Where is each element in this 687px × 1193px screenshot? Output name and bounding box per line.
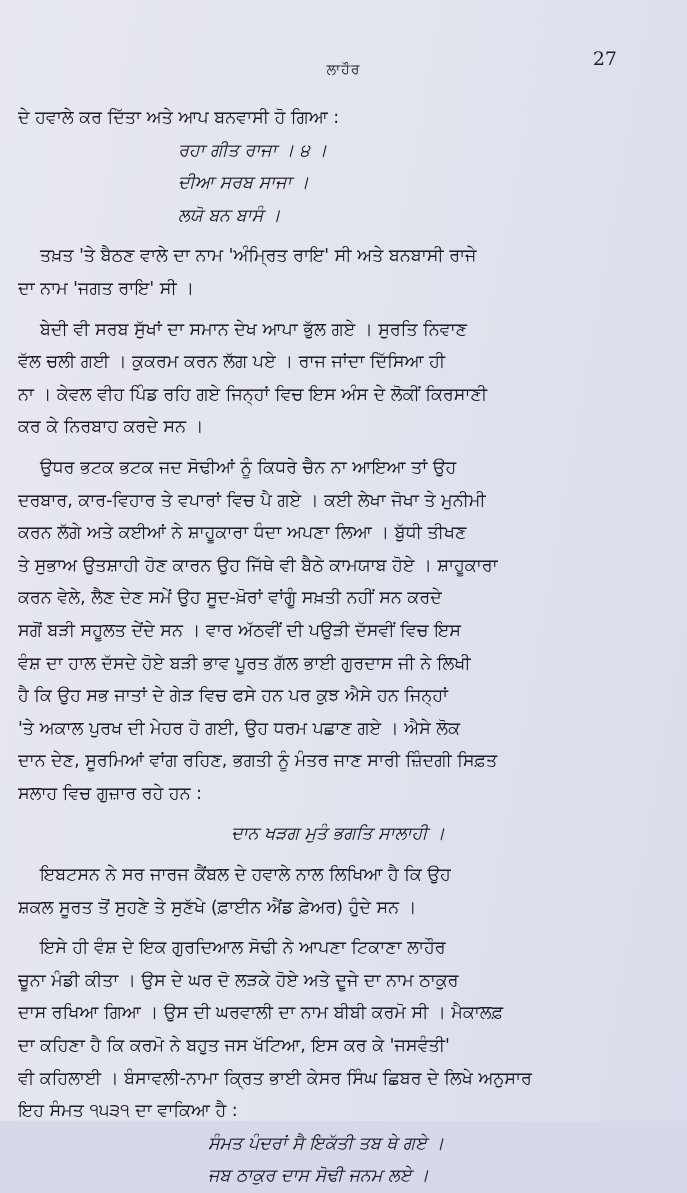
text-line: ਦਾਨ ਦੇਣ, ਸੂਰਮਿਆਂ ਵਾਂਗ ਰਹਿਣ, ਭਗਤੀ ਨੂੰ ਮੰਤਰ ਜਾਣ ਸਾਰੀ ਜ਼ਿੰਦਗੀ ਸਿਫ਼ਤ (18, 751, 498, 772)
running-title: ਲਾਹੌਰ (326, 62, 361, 78)
text-line: ਤਖ਼ਤ 'ਤੇ ਬੈਠਣ ਵਾਲੇ ਦਾ ਨਾਮ 'ਅੰਮ੍ਰਿਤ ਰਾਇ' ਸੀ ਅਤੇ ਬਨਬਾਸੀ ਰਾਜੇ (40, 246, 477, 267)
text-line: ਦਾਸ ਰਖਿਆ ਗਿਆ । ਉਸ ਦੀ ਘਰਵਾਲੀ ਦਾ ਨਾਮ ਬੀਬੀ ਕਰਮੋ ਸੀ । ਮੈਕਾਲਫ਼ (18, 1003, 504, 1024)
text-line: ਤੇ ਸੁਭਾਅ ਉਤਸ਼ਾਹੀ ਹੋਣ ਕਾਰਨ ਉਹ ਜਿੱਥੇ ਵੀ ਬੈਠੇ ਕਾਮਯਾਬ ਹੋਏ । ਸ਼ਾਹੂਕਾਰਾ (18, 555, 498, 576)
verse-line: ਲਯੋ ਬਨ ਬਾਸੰ । (178, 205, 281, 226)
text-line: ਕਰ ਕੇ ਨਿਰਬਾਹ ਕਰਦੇ ਸਨ । (18, 417, 204, 438)
text-line: ਬੇਦੀ ਵੀ ਸਰਬ ਸੁੱਖਾਂ ਦਾ ਸਮਾਨ ਦੇਖ ਆਪਾ ਭੁੱਲ ਗਏ । ਸੁਰਤਿ ਨਿਵਾਣ (40, 319, 468, 340)
text-line: ਨਾ । ਕੇਵਲ ਵੀਹ ਪਿੰਡ ਰਹਿ ਗਏ ਜਿਨ੍ਹਾਂ ਵਿਚ ਇਸ ਅੰਸ ਦੇ ਲੋਕੀਂ ਕਿਰਸਾਣੀ (18, 384, 488, 405)
text-line: ਵੰਸ਼ ਦਾ ਹਾਲ ਦੱਸਦੇ ਹੋਏ ਬੜੀ ਭਾਵ ਪੂਰਤ ਗੱਲ ਭਾਈ ਗੁਰਦਾਸ ਜੀ ਨੇ ਲਿਖੀ (18, 653, 471, 674)
text-line: ਇਬਟਸਨ ਨੇ ਸਰ ਜਾਰਜ ਕੈਂਬਲ ਦੇ ਹਵਾਲੇ ਨਾਲ ਲਿਖਿਆ ਹੈ ਕਿ ਉਹ (40, 865, 451, 886)
text-line: 'ਤੇ ਅਕਾਲ ਪੁਰਖ ਦੀ ਮੇਹਰ ਹੋ ਗਈ, ਉਹ ਧਰਮ ਪਛਾਣ ਗਏ । ਐਸੇ ਲੋਕ (18, 718, 461, 739)
verse-line: ਜਬ ਠਾਕੁਰ ਦਾਸ ਸੋਢੀ ਜਨਮ ਲਏ । (208, 1166, 429, 1187)
page-number: 27 (592, 48, 617, 70)
verse-line: ਰਹਾ ਗੀਤ ਰਾਜਾ । ੪ । (178, 140, 328, 161)
text-line: ਕਰਨ ਲੱਗੇ ਅਤੇ ਕਈਆਂ ਨੇ ਸ਼ਾਹੂਕਾਰਾ ਧੰਦਾ ਅਪਣਾ ਲਿਆ । ਬੁੱਧੀ ਤੀਖਣ (18, 523, 467, 544)
text-line: ਸ਼ਕਲ ਸੂਰਤ ਤੋਂ ਸੁਹਣੇ ਤੇ ਸੁਣੱਖੇ (ਫ਼ਾਈਨ ਐਂਡ ਫ਼ੇਅਰ) ਹੁੰਦੇ ਸਨ । (18, 897, 417, 918)
text-line: ਉਧਰ ਭਟਕ ਭਟਕ ਜਦ ਸੋਢੀਆਂ ਨੂੰ ਕਿਧਰੇ ਚੈਨ ਨਾ ਆਇਆ ਤਾਂ ਉਹ (40, 457, 457, 478)
page-body (18, 102, 658, 1193)
text-line: ਚੂਨਾ ਮੰਡੀ ਕੀਤਾ । ਉਸ ਦੇ ਘਰ ਦੋ ਲੜਕੇ ਹੋਏ ਅਤੇ ਦੂਜੇ ਦਾ ਨਾਮ ਠਾਕੁਰ (18, 970, 459, 991)
text-line: ਇਸੇ ਹੀ ਵੰਸ਼ ਦੇ ਇਕ ਗੁਰਦਿਆਲ ਸੋਢੀ ਨੇ ਆਪਣਾ ਟਿਕਾਣਾ ਲਾਹੌਰ (40, 938, 446, 959)
text-line: ਵੱਲ ਚਲੀ ਗਈ । ਕੁਕਰਮ ਕਰਨ ਲੱਗ ਪਏ । ਰਾਜ ਜਾਂਦਾ ਦਿੱਸਿਆ ਹੀ (18, 352, 446, 373)
verse-line: ਦਾਨ ਖੜਗ ਮੁਤੰ ਭਗਤਿ ਸਾਲਾਹੀ । (231, 824, 445, 845)
verse-line: ਦੀਆ ਸਰਬ ਸਾਜਾ । (178, 173, 309, 194)
text-line: ਵੀ ਕਹਿਲਾਈ । ਬੰਸਾਵਲੀ-ਨਾਮਾ ਕ੍ਰਿਤ ਭਾਈ ਕੇਸਰ ਸਿੰਘ ਛਿਬਰ ਦੇ ਲਿਖੇ ਅਨੁਸਾਰ (18, 1068, 532, 1089)
text-line: ਸਗੋਂ ਬੜੀ ਸਹੂਲਤ ਦੇਂਦੇ ਸਨ । ਵਾਰ ਅੱਠਵੀਂ ਦੀ ਪਉੜੀ ਦੱਸਵੀਂ ਵਿਚ ਇਸ (18, 620, 461, 641)
text-line: ਹੈ ਕਿ ਉਹ ਸਭ ਜਾਤਾਂ ਦੇ ਗੇੜ ਵਿਚ ਫਸੇ ਹਨ ਪਰ ਕੁਝ ਐਸੇ ਹਨ ਜਿਨ੍ਹਾਂ (18, 686, 449, 707)
text-line: ਕਰਨ ਵੇਲੇ, ਲੈਣ ਦੇਣ ਸਮੇਂ ਉਹ ਸੂਦ-ਖ਼ੋਰਾਂ ਵਾਂਗੂੰ ਸਖ਼ਤੀ ਨਹੀਂ ਸਨ ਕਰਦੇ (18, 588, 442, 609)
verse-line: ਸੰਮਤ ਪੰਦਰਾਂ ਸੈ ਇਕੱਤੀ ਤਬ ਥੇ ਗਏ । (208, 1133, 445, 1154)
text-line: ਸਲਾਹ ਵਿਚ ਗੁਜ਼ਾਰ ਰਹੇ ਹਨ : (18, 783, 203, 804)
text-line: ਦਾ ਨਾਮ 'ਜਗਤ ਰਾਇ' ਸੀ । (18, 278, 195, 299)
text-line: ਦਰਬਾਰ, ਕਾਰ-ਵਿਹਾਰ ਤੇ ਵਪਾਰਾਂ ਵਿਚ ਪੈ ਗਏ । ਕਈ ਲੇਖਾ ਜੋਖਾ ਤੇ ਮੁਨੀਮੀ (18, 490, 486, 511)
text-line: ਦੇ ਹਵਾਲੇ ਕਰ ਦਿੱਤਾ ਅਤੇ ਆਪ ਬਨਵਾਸੀ ਹੋ ਗਿਆ : (18, 108, 340, 128)
text-line: ਇਹ ਸੰਮਤ ੧੫੩੧ ਦਾ ਵਾਕਿਆ ਹੈ : (18, 1101, 238, 1122)
text-line: ਦਾ ਕਹਿਣਾ ਹੈ ਕਿ ਕਰਮੋ ਨੇ ਬਹੁਤ ਜਸ ਖੱਟਿਆ, ਇਸ ਕਰ ਕੇ 'ਜਸਵੰਤੀ' (18, 1036, 450, 1057)
